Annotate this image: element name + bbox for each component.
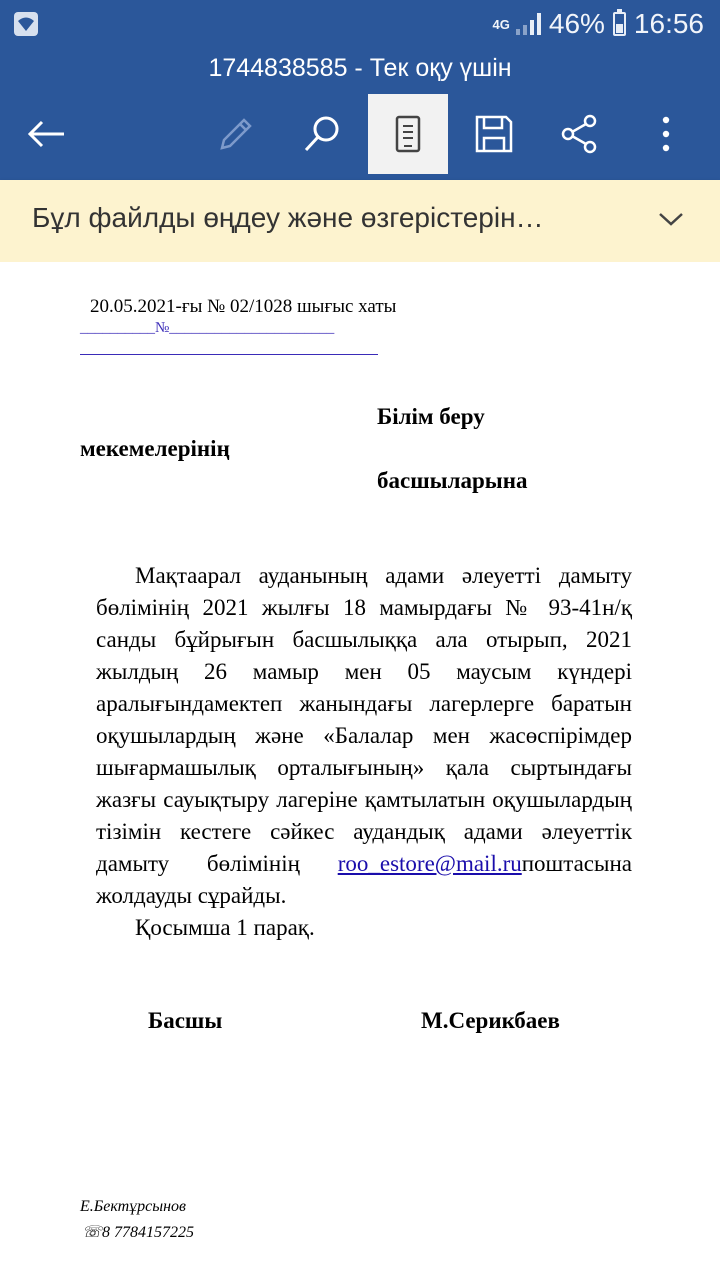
more-button[interactable] — [626, 94, 706, 174]
back-arrow-icon — [26, 119, 66, 149]
battery-icon — [613, 12, 626, 36]
save-button[interactable] — [454, 94, 534, 174]
mobile-view-button[interactable] — [368, 94, 448, 174]
executor-name: Е.Бектұрсынов — [80, 1198, 186, 1215]
status-bar — [0, 0, 720, 48]
document-title: 1744838585 - Тек оқу үшін — [0, 48, 720, 92]
more-icon — [661, 116, 671, 152]
edit-pencil-icon — [216, 114, 256, 154]
save-icon — [474, 114, 514, 154]
divider-line — [80, 344, 378, 355]
battery-percent: 46% — [548, 8, 605, 39]
signature-title: Басшы — [148, 1008, 223, 1033]
share-button[interactable] — [540, 94, 620, 174]
email-link[interactable]: roo_estore@mail.ru — [337, 851, 522, 876]
signature-name: М.Серикбаев — [421, 1008, 560, 1033]
read-only-banner[interactable] — [0, 180, 720, 262]
network-type: 4G — [492, 16, 510, 32]
addressee-line-2: мекемелерінің — [80, 436, 230, 461]
body-paragraph: Мақтаарал ауданының адами әлеуетті дамыту бөлімінің 2021 жылғы 18 мамырдағы № 93-41н/қ санды бұйрығын басшылыққа ала отырып, 2021 жылдың 26 мамыр мен 05 маусым күндері аралығындамектеп жанындағы лагерлерге баратын оқушылардың және «Балалар мен жасөспірімдер шығармашылық орталығының» қала сыртындағы жазғы сауықтыру лагеріне қамтылатын оқушылардың тізімін кестеге сәйкес аудандық адами әлеуеттік дамыту бөлімінің — [96, 563, 632, 876]
search-button[interactable] — [282, 94, 362, 174]
mobile-view-icon — [394, 114, 422, 154]
toolbar — [0, 92, 720, 180]
banner-text: Бұл файлды өңдеу және өзгерістерін… — [32, 202, 544, 233]
share-icon — [560, 114, 600, 154]
attachment-note: Қосымша 1 парақ. — [135, 915, 315, 940]
letter-body — [96, 560, 632, 944]
signal-icon — [516, 13, 541, 35]
document-page — [0, 262, 720, 1280]
clock: 16:56 — [633, 8, 704, 39]
chevron-down-icon[interactable] — [658, 210, 684, 228]
wifi-icon — [14, 12, 38, 36]
back-button[interactable] — [6, 94, 86, 174]
search-icon — [302, 114, 342, 154]
edit-button[interactable] — [196, 94, 276, 174]
registration-line: __________№______________________ — [80, 320, 335, 336]
addressee-line-1: Білім беру — [377, 404, 485, 429]
addressee-line-3: басшыларына — [377, 468, 528, 493]
outgoing-number: 20.05.2021-ғы № 02/1028 шығыс хаты — [90, 296, 397, 317]
executor-phone: ☏8 7784157225 — [82, 1224, 195, 1241]
body-paragraph-end: поштасына жолдауды сұрайды. — [96, 851, 632, 908]
